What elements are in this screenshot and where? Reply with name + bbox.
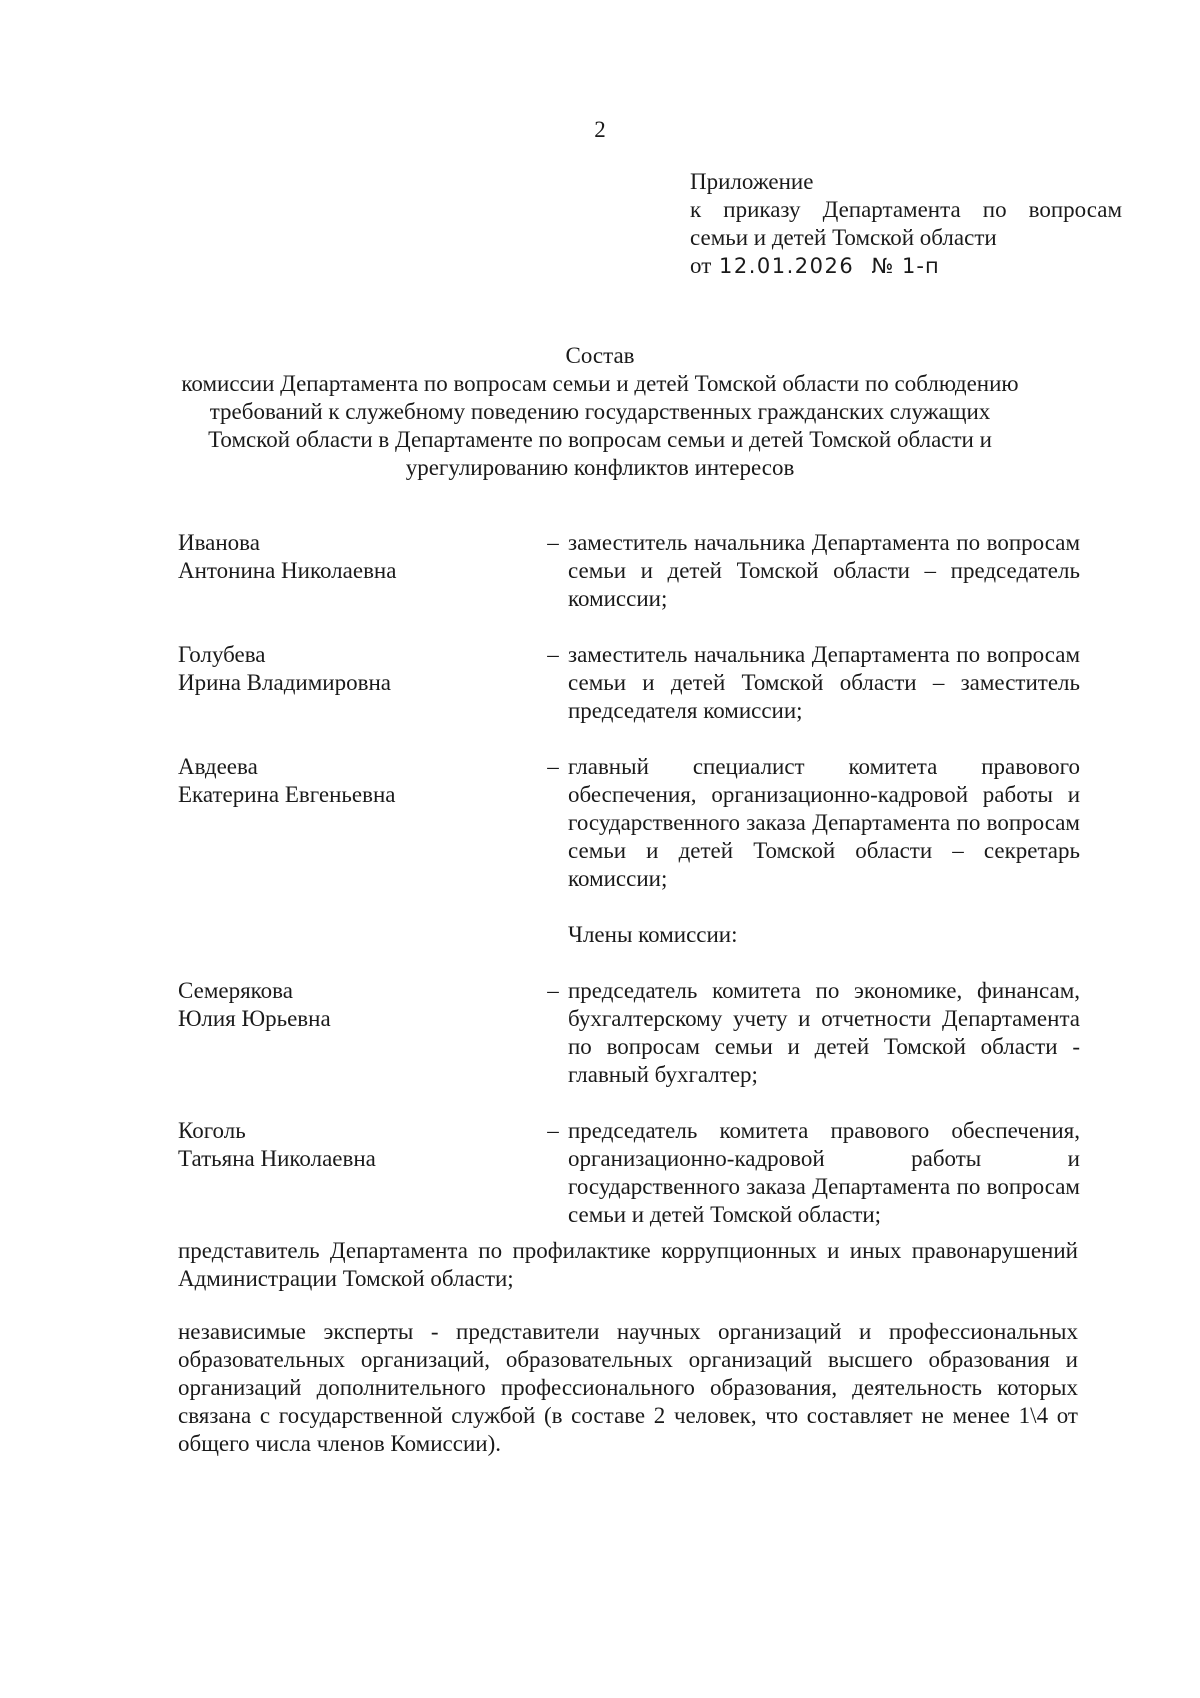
member-surname: Голубева: [178, 642, 266, 667]
member-surname: Коголь: [178, 1118, 246, 1143]
members-subheading: Члены комиссии:: [568, 922, 738, 947]
member-surname: Семерякова: [178, 978, 293, 1003]
title-line-2: комиссии Департамента по вопросам семьи и детей Томской области по соблюдению: [181, 371, 1019, 396]
member-row: [178, 1117, 1078, 1229]
annex-date: 12.01.2026: [719, 254, 855, 278]
member-row: [178, 977, 1078, 1089]
dash-separator: –: [547, 530, 559, 555]
member-row: [178, 753, 1078, 893]
member-name: [178, 753, 538, 893]
paragraph-independent-experts: независимые эксперты - представители научных организаций и профессиональных образовательных организаций, образовательных организаций высшего образования и организаций дополнительного профессионального образования, деятельность которых связана с государственной службой (в составе 2 человек, что составляет не менее 1\4 от общего числа членов Комиссии).: [178, 1319, 1078, 1456]
member-name: [178, 1117, 538, 1229]
member-name: [178, 529, 538, 613]
member-given-names: Татьяна Николаевна: [178, 1146, 376, 1171]
member-given-names: Юлия Юрьевна: [178, 1006, 331, 1031]
annex-date-prefix: от: [690, 253, 712, 278]
document-title: [150, 342, 1050, 482]
member-role: заместитель начальника Департамента по вопросам семьи и детей Томской области – председатель комиссии;: [568, 530, 1080, 611]
member-role: председатель комитета по экономике, финансам, бухгалтерскому учету и отчетности Департамента по вопросам семьи и детей Томской области - главный бухгалтер;: [568, 978, 1080, 1087]
member-row: [178, 641, 1078, 725]
annex-date-line: [690, 252, 1122, 280]
member-name: [178, 641, 538, 725]
dash-separator: –: [547, 642, 559, 667]
paragraph-representative: представитель Департамента по профилактике коррупционных и иных правонарушений Администрации Томской области;: [178, 1238, 1078, 1291]
members-list: [178, 529, 1078, 1257]
annex-order-line: к приказу Департамента по вопросам: [690, 197, 1122, 222]
member-given-names: Ирина Владимировна: [178, 670, 391, 695]
member-row: [178, 529, 1078, 613]
annex-block: [690, 168, 1122, 280]
annex-number: № 1-п: [871, 254, 940, 278]
dash-separator: –: [547, 1118, 559, 1143]
member-given-names: Екатерина Евгеньевна: [178, 782, 396, 807]
member-role: заместитель начальника Департамента по вопросам семьи и детей Томской области – заместитель председателя комиссии;: [568, 642, 1080, 723]
annex-title: Приложение: [690, 169, 814, 194]
dash-separator: –: [547, 754, 559, 779]
title-line-5: урегулированию конфликтов интересов: [405, 455, 795, 480]
member-surname: Авдеева: [178, 754, 258, 779]
title-line-1: Состав: [565, 343, 635, 368]
member-given-names: Антонина Николаевна: [178, 558, 397, 583]
title-line-4: Томской области в Департаменте по вопросам семьи и детей Томской области и: [208, 427, 992, 452]
member-name: [178, 977, 538, 1089]
annex-department-line: семьи и детей Томской области: [690, 225, 997, 250]
title-line-3: требований к служебному поведению государственных гражданских служащих: [209, 399, 991, 424]
member-surname: Иванова: [178, 530, 260, 555]
dash-separator: –: [547, 978, 559, 1003]
member-role: главный специалист комитета правового обеспечения, организационно-кадровой работы и государственного заказа Департамента по вопросам семьи и детей Томской области – секретарь комиссии;: [568, 754, 1080, 891]
page-number: 2: [594, 117, 606, 142]
member-role: председатель комитета правового обеспечения, организационно-кадровой работы и государственного заказа Департамента по вопросам семьи и детей Томской области;: [568, 1118, 1080, 1227]
